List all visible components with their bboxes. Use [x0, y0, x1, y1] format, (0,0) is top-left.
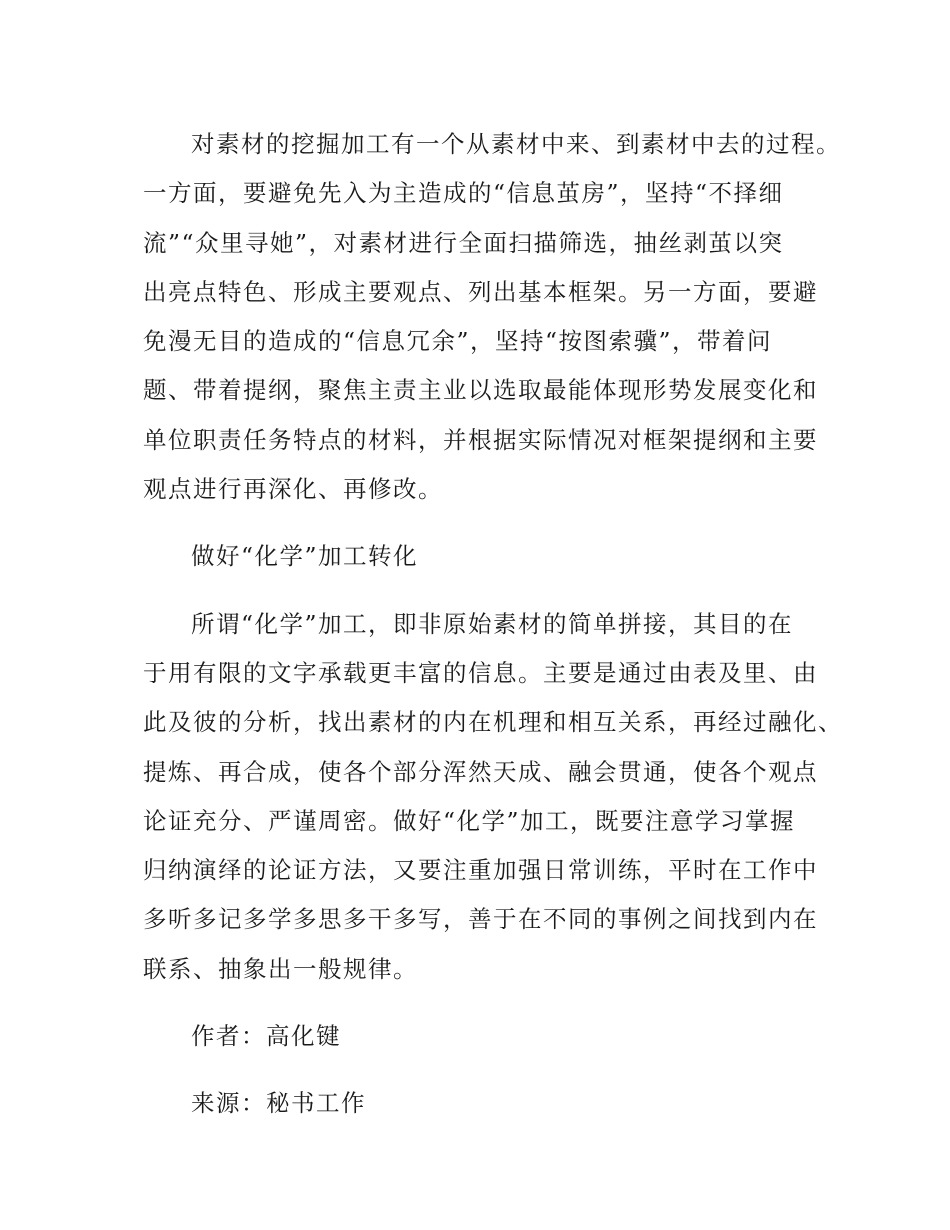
section-heading [143, 532, 811, 581]
paragraph-line: 提炼、再合成，使各个部分浑然天成、融会贯通，使各个观点 [143, 757, 818, 786]
paragraph-gap [143, 1061, 811, 1079]
paragraph-line: 对素材的挖掘加工有一个从素材中来、到素材中去的过程。 [191, 130, 841, 158]
paragraph-gap [143, 994, 811, 1012]
paragraph-line: 观点进行再深化、再修改。 [143, 475, 443, 504]
paragraph-line: 归纳演绎的论证方法，又要注重加强日常训练，平时在工作中 [143, 856, 818, 885]
source-line [143, 1079, 811, 1128]
paragraph-material-mining [143, 120, 841, 514]
author-text: 作者：高化键 [191, 1022, 341, 1051]
paragraph-line: 联系、抽象出一般规律。 [143, 954, 418, 983]
paragraph-line: 题、带着提纲，聚焦主责主业以选取最能体现形势发展变化和 [143, 376, 818, 405]
paragraph-line: 多听多记多学多思多干多写，善于在不同的事例之间找到内在 [143, 905, 818, 934]
paragraph-chemical-processing [143, 600, 843, 994]
paragraph-line: 流”“众里寻她”，对素材进行全面扫描筛选，抽丝剥茧以突 [143, 228, 784, 257]
paragraph-line: 所谓“化学”加工，即非原始素材的简单拼接，其目的在 [191, 609, 794, 638]
paragraph-line: 出亮点特色、形成主要观点、列出基本框架。另一方面，要避 [143, 277, 818, 306]
paragraph-line: 于用有限的文字承载更丰富的信息。主要是通过由表及里、由 [143, 658, 818, 687]
paragraph-line: 免漫无目的造成的“信息冗余”，坚持“按图索骥”，带着问 [143, 327, 773, 356]
paragraph-gap [143, 514, 811, 532]
paragraph-line: 此及彼的分析，找出素材的内在机理和相互关系，再经过融化、 [143, 708, 843, 737]
paragraph-gap [143, 582, 811, 600]
paragraph-line: 论证充分、严谨周密。做好“化学”加工，既要注意学习掌握 [143, 806, 796, 835]
paragraph-line: 一方面，要避免先入为主造成的“信息茧房”，坚持“不择细 [143, 179, 784, 208]
paragraph-line: 单位职责任务特点的材料，并根据实际情况对框架提纲和主要 [143, 425, 818, 454]
source-text: 来源：秘书工作 [191, 1089, 366, 1118]
document-page [143, 120, 843, 1129]
author-line [143, 1012, 811, 1061]
heading-text: 做好“化学”加工转化 [191, 542, 419, 571]
